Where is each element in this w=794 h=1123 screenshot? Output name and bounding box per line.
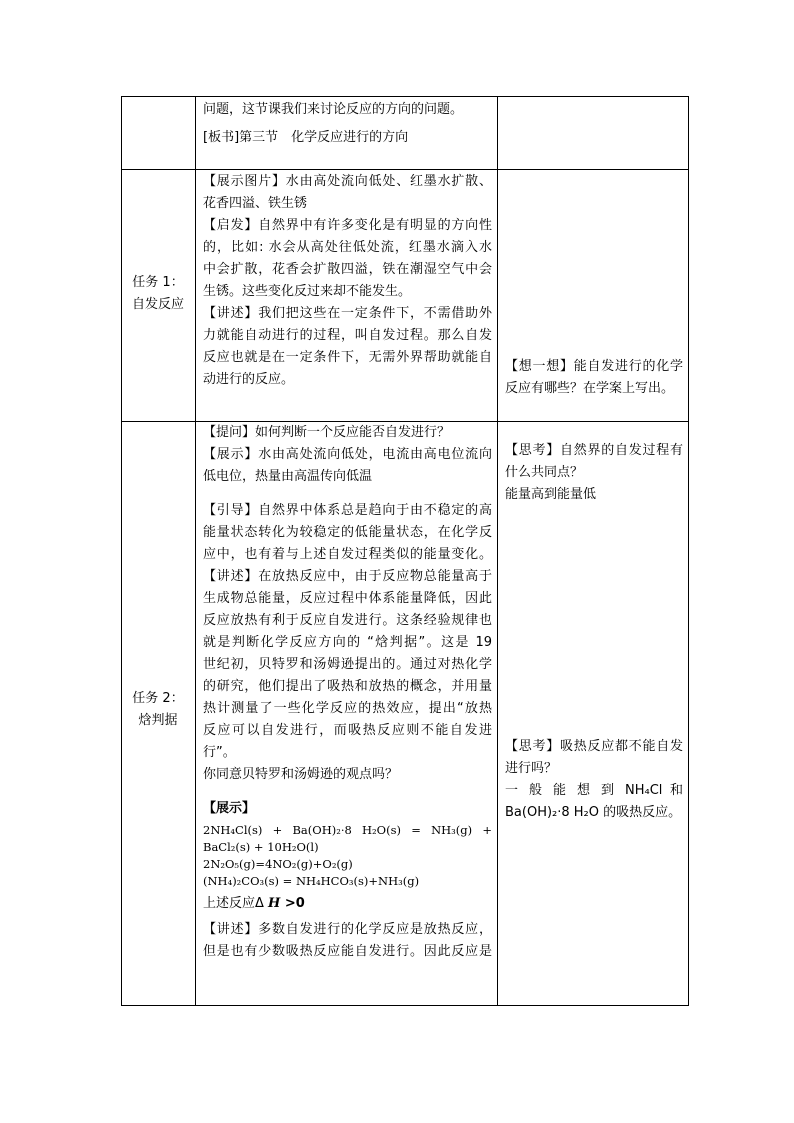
content-line: 就是判断化学反应方向的 “焓判据”。这是 19 <box>203 635 492 650</box>
table-border-left <box>121 96 122 1006</box>
board-heading: [板书]第三节 化学反应进行的方向 <box>203 130 409 145</box>
delta-h-suffix: >0 <box>280 896 305 911</box>
row2-student-activity <box>505 356 683 400</box>
equation-line: 2N₂O₅(g)=4NO₂(g)+O₂(g) <box>203 857 353 871</box>
spacer <box>203 786 492 798</box>
content-line: 问题，这节课我们来讨论反应的方向的问题。 <box>203 102 464 117</box>
content-line: 应中，也有着与上述自发过程类似的能量变化。 <box>203 547 492 562</box>
table-border-right <box>688 96 689 1006</box>
content-line: 【启发】自然界中有许多变化是有明显的方向性 <box>203 218 492 233</box>
task-label-line: 任务 2： <box>132 691 184 706</box>
row3-student-activity-b <box>505 736 683 824</box>
student-line: 【想一想】能自发进行的化学 <box>505 359 683 374</box>
lesson-plan-table <box>121 96 689 1006</box>
content-line: 的研究，他们提出了吸热和放热的概念，并用量 <box>203 679 492 694</box>
content-line: 能量状态转化为较稳定的低能量状态，在化学反 <box>203 525 492 540</box>
content-line: 力就能自动进行的过程，叫自发过程。那么自发 <box>203 328 492 343</box>
content-line: 反应可以自发进行，而吸热反应则不能自发进 <box>203 723 492 738</box>
content-line: 【引导】自然界中体系总是趋向于由不稳定的高 <box>203 503 492 518</box>
student-line: 一 般 能 想 到 NH₄Cl 和 <box>505 783 683 798</box>
delta-h-line <box>203 893 492 915</box>
table-border-top <box>121 96 689 97</box>
content-line: 世纪初，贝特罗和汤姆逊提出的。通过对热化学 <box>203 657 492 672</box>
equation-line: 2NH₄Cl(s) + Ba(OH)₂·8 H₂O(s) = NH₃(g) + <box>203 823 492 837</box>
content-line: 【讲述】多数自发进行的化学反应是放热反应， <box>203 922 492 937</box>
content-line: 热计测量了一些化学反应的热效应，提出“放热 <box>203 701 492 716</box>
delta-h-prefix: 上述反应Δ <box>203 896 269 911</box>
content-line: 生成物总能量，反应过程中体系能量降低，因此 <box>203 591 492 606</box>
student-line: Ba(OH)₂·8 H₂O 的吸热反应。 <box>505 805 682 820</box>
equation-line: (NH₄)₂CO₃(s) = NH₄HCO₃(s)+NH₃(g) <box>203 874 420 888</box>
content-line: 的，比如: 水会从高处往低处流，红墨水滴入水 <box>203 240 492 255</box>
task-label-line: 焓判据 <box>138 713 178 728</box>
content-line: 中会扩散，花香会扩散四溢，铁在潮湿空气中会 <box>203 262 492 277</box>
row1-content <box>203 99 493 149</box>
content-line: 【讲述】在放热反应中，由于反应物总能量高于 <box>203 569 492 584</box>
table-border-bottom <box>121 1005 689 1006</box>
student-line: 反应有哪些？在学案上写出。 <box>505 381 675 396</box>
content-line: 但是也有少数吸热反应能自发进行。因此反应是 <box>203 944 492 959</box>
row3-content <box>203 422 492 963</box>
student-line: 进行吗？ <box>505 761 558 776</box>
equation-line: BaCl₂(s) + 10H₂O(l) <box>203 840 319 854</box>
content-line: 生锈。这些变化反过来却不能发生。 <box>203 284 412 299</box>
row-divider-1 <box>121 169 689 170</box>
content-line: 你同意贝特罗和汤姆逊的观点吗？ <box>203 767 399 782</box>
content-line: 花香四溢、铁生锈 <box>203 196 308 211</box>
enthalpy-symbol: H <box>268 896 281 911</box>
content-line: 行”。 <box>203 745 236 760</box>
column-divider-1 <box>195 96 196 1006</box>
row2-content <box>203 171 492 391</box>
column-divider-2 <box>497 96 498 1006</box>
student-line: 【思考】自然界的自发过程有 <box>505 443 683 458</box>
content-line: 反应也就是在一定条件下，无需外界帮助就能自 <box>203 350 492 365</box>
row3-student-activity-a <box>505 440 683 506</box>
equations-block <box>203 822 492 890</box>
student-line: 能量高到能量低 <box>505 487 597 502</box>
content-line: 低电位，热量由高温传向低温 <box>203 469 373 484</box>
content-line: 【讲述】我们把这些在一定条件下，不需借助外 <box>203 306 492 321</box>
student-line: 【思考】吸热反应都不能自发 <box>505 739 683 754</box>
content-line: 动进行的反应。 <box>203 372 295 387</box>
task1-label <box>121 272 195 316</box>
task-label-line: 自发反应 <box>131 297 184 312</box>
content-line: 【提问】如何判断一个反应能否自发进行？ <box>203 425 451 440</box>
show-label: 【展示】 <box>203 801 256 816</box>
content-line: 【展示】水由高处流向低处，电流由高电位流向 <box>203 447 492 462</box>
task2-label <box>121 688 195 732</box>
content-line: 【展示图片】水由高处流向低处、红墨水扩散、 <box>203 174 492 189</box>
student-line: 什么共同点？ <box>505 465 584 480</box>
content-line: 反应放热有利于反应自发进行。这条经验规律也 <box>203 613 492 628</box>
spacer <box>203 488 492 500</box>
task-label-line: 任务 1： <box>132 275 184 290</box>
